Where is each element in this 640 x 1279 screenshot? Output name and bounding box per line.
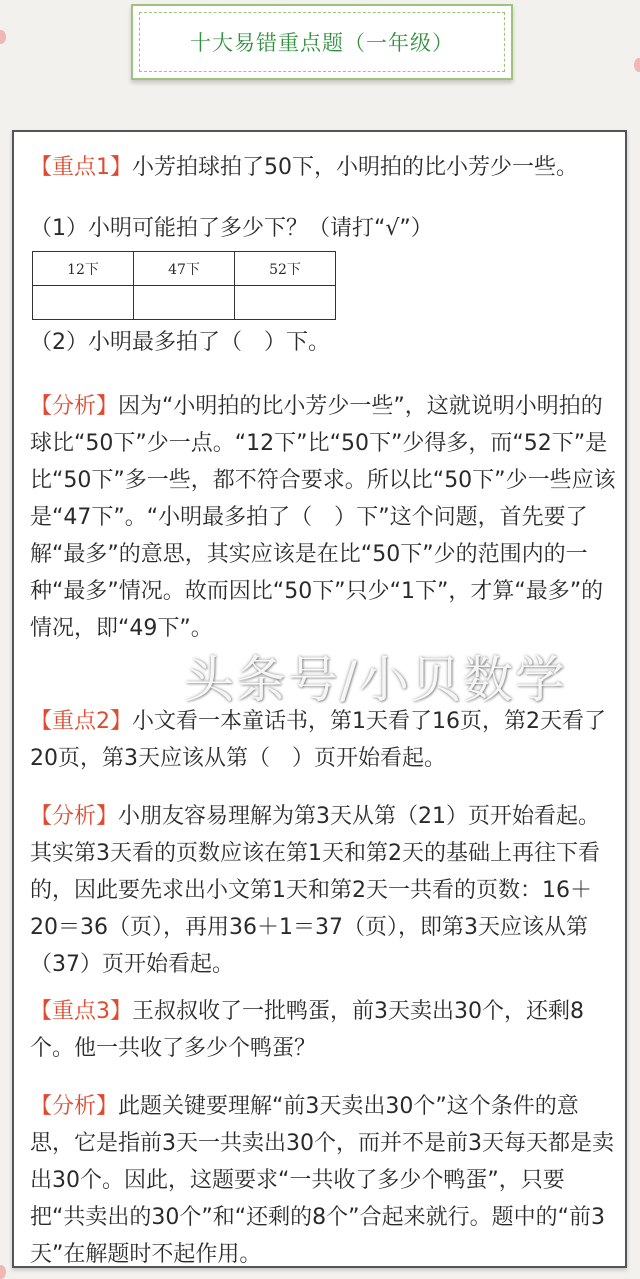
analysis3-tag: 【分析】 (30, 1094, 119, 1119)
decor-dot-left-bottom (0, 1265, 6, 1279)
option-52: 52下 (235, 252, 336, 286)
options-answer-row (33, 286, 336, 320)
point1-tag: 【重点1】 (30, 155, 132, 180)
point3-tag: 【重点3】 (30, 999, 132, 1024)
point1-question1: （1）小明可能拍了多少下？（请打“√”） (30, 216, 433, 241)
analysis1-tag: 【分析】 (30, 394, 119, 419)
decor-dot-right-top (634, 58, 640, 72)
analysis3-paragraph (30, 1088, 618, 1273)
point2-paragraph (30, 703, 618, 777)
analysis1-text: 因为“小明拍的比小芳少一些”，这就说明小明拍的球比“50下”少一点。“12下”比“50下”少得多，而“52下”是比“50下”多一些，都不符合要求。所以比“50下”少一些应该是“47下”。“小明最多拍了（ ）下”这个问题，首先要了解“最多”的意思，其实应该是在比“50下”少的范围内的一种“最多”情况。故而因比“50下”只少“1下”，才算“最多”的情况，即“49下”。 (30, 394, 616, 641)
option-12: 12下 (33, 252, 134, 286)
point2-text: 小文看一本童话书，第1天看了16页，第2天看了20页，第3天应该从第（ ）页开始看起。 (30, 709, 606, 771)
point3-paragraph (30, 993, 618, 1067)
point2-tag: 【重点2】 (30, 709, 132, 734)
decor-dot-left-top (0, 30, 6, 44)
watermark: 头条号/小贝数学 (184, 651, 567, 709)
title-banner (131, 4, 513, 80)
analysis2-tag: 【分析】 (30, 804, 119, 829)
answer-cell-12 (33, 286, 134, 320)
point1-paragraph (30, 149, 618, 186)
answer-cell-52 (235, 286, 336, 320)
options-table (32, 251, 336, 320)
analysis1-paragraph (30, 388, 618, 647)
options-label-row (33, 252, 336, 286)
answer-cell-47 (134, 286, 235, 320)
point1-text: 小芳拍球拍了50下，小明拍的比小芳少一些。 (132, 155, 578, 180)
point1-question2: （2）小明最多拍了（ ）下。 (30, 330, 330, 355)
option-47: 47下 (134, 252, 235, 286)
analysis3-text: 此题关键要理解“前3天卖出30个”这个条件的意思，它是指前3天一共卖出30个，而并不是前3天每天都是卖出30个。因此，这题要求“一共收了多少个鸭蛋”，只要把“共卖出的30个”和“还剩的8个”合起来就行。题中的“前3天”在解题时不起作用。 (30, 1094, 614, 1267)
title-dashed-frame (139, 12, 505, 72)
analysis2-text: 小朋友容易理解为第3天从第（21）页开始看起。其实第3天看的页数应该在第1天和第2天的基础上再往下看的，因此要先求出小文第1天和第2天一共看的页数：16＋20＝36（页），再用36＋1＝37（页），即第3天应该从第（37）页开始看起。 (30, 804, 601, 977)
point3-text: 王叔叔收了一批鸭蛋，前3天卖出30个，还剩8个。他一共收了多少个鸭蛋？ (30, 999, 584, 1061)
page-title: 十大易错重点题（一年级） (190, 31, 454, 55)
analysis2-paragraph (30, 798, 618, 983)
